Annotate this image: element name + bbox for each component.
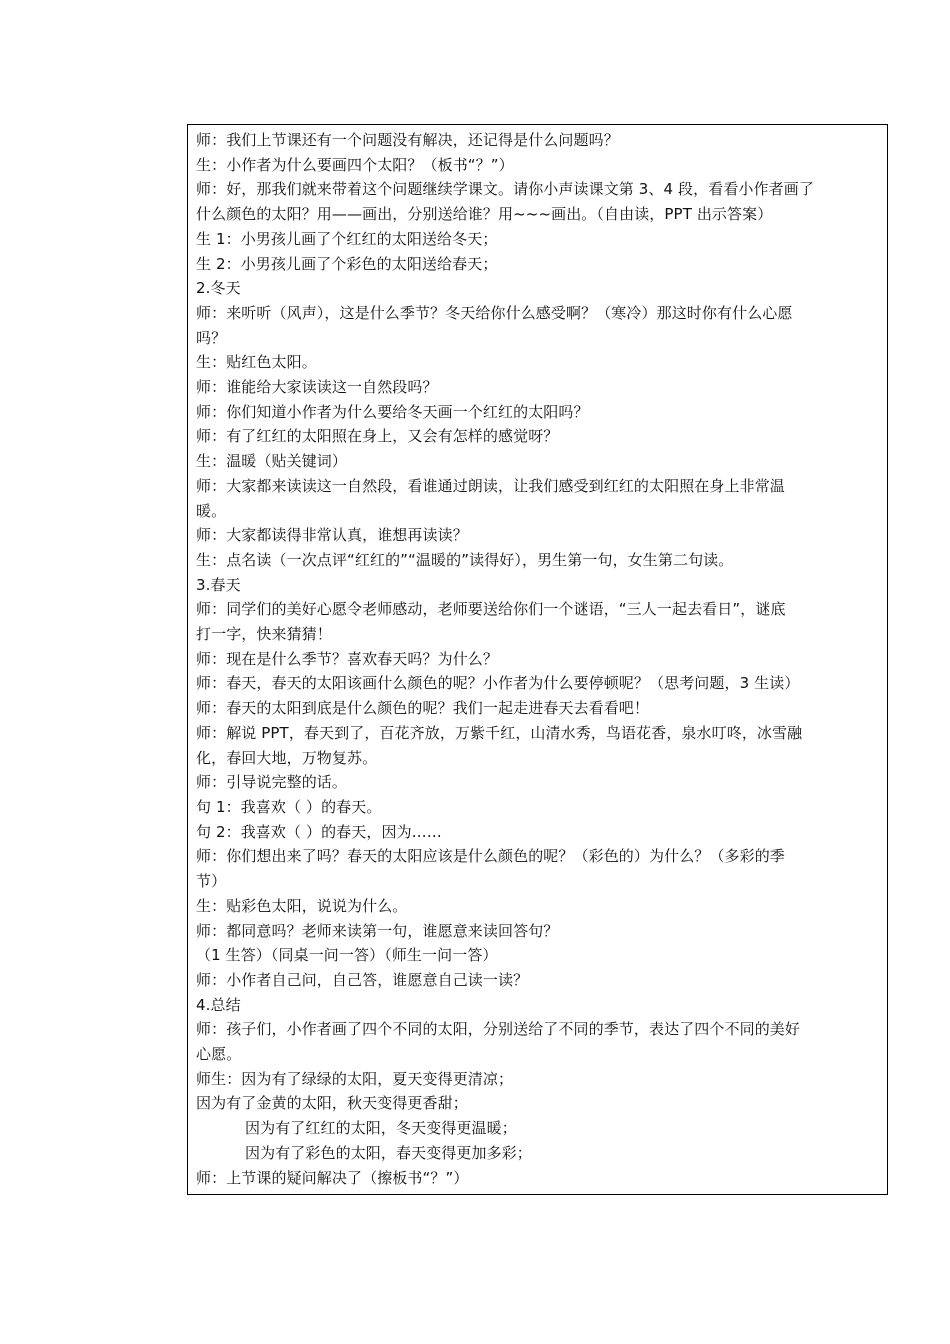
text-line: 因为有了金黄的太阳，秋天变得更香甜； <box>196 1094 468 1113</box>
text-line: 生：小作者为什么要画四个太阳？（板书“？”） <box>196 155 514 174</box>
text-line: 句 1：我喜欢（ ）的春天。 <box>196 797 382 816</box>
text-line-indented: 因为有了彩色的太阳，春天变得更加多彩； <box>245 1143 532 1162</box>
text-line: 师：大家都来读读这一自然段，看谁通过朗读，让我们感受到红红的太阳照在身上非常温 <box>196 476 785 495</box>
text-line: 师：有了红红的太阳照在身上，又会有怎样的感觉呀？ <box>196 427 559 446</box>
text-line: 生：贴彩色太阳，说说为什么。 <box>196 896 408 915</box>
section-heading-summary: 4.总结 <box>196 995 241 1014</box>
section-heading-winter: 2.冬天 <box>196 279 241 298</box>
text-line: 吗？ <box>196 328 227 347</box>
text-line: 生 1：小男孩儿画了个红红的太阳送给冬天； <box>196 229 498 248</box>
text-line: 师：现在是什么季节？喜欢春天吗？为什么？ <box>196 649 499 668</box>
text-line: 生：温暖（贴关键词） <box>196 452 348 471</box>
text-line: 师生：因为有了绿绿的太阳，夏天变得更清凉； <box>196 1069 514 1088</box>
text-line: 师：引导说完整的话。 <box>196 773 348 792</box>
text-line: 师：同学们的美好心愿令老师感动，老师要送给你们一个谜语，“三人一起去看日”，谜底 <box>196 600 786 619</box>
text-line: 师：来听听（风声），这是什么季节？冬天给你什么感受啊？（寒冷）那这时你有什么心愿 <box>196 303 793 322</box>
text-line: 生：贴红色太阳。 <box>196 353 317 372</box>
text-line: 师：我们上节课还有一个问题没有解决，还记得是什么问题吗？ <box>196 131 619 149</box>
text-line: 生：点名读（一次点评“红红的”“温暖的”读得好），男生第一句，女生第二句读。 <box>196 550 734 569</box>
text-line: 师：好，那我们就来带着这个问题继续学课文。请你小声读课文第 3、4 段，看看小作者画了 <box>196 180 814 199</box>
text-line: 师：孩子们，小作者画了四个不同的太阳，分别送给了不同的季节，表达了四个不同的美好 <box>196 1020 801 1039</box>
text-line: 化，春回大地，万物复苏。 <box>196 748 378 767</box>
lesson-plan-table-cell <box>187 124 888 1195</box>
text-line: 师：你们知道小作者为什么要给冬天画一个红红的太阳吗？ <box>196 402 589 421</box>
text-line: 师：春天，春天的太阳该画什么颜色的呢？小作者为什么要停顿呢？（思考问题，3 生读） <box>196 674 800 693</box>
text-line: 师：上节课的疑问解决了（擦板书“？”） <box>196 1168 469 1187</box>
text-line: 师：都同意吗？老师来读第一句，谁愿意来读回答句？ <box>196 921 559 940</box>
text-line: 师：解说 PPT，春天到了，百花齐放，万紫千红，山清水秀，鸟语花香，泉水叮咚，冰雪融 <box>196 723 803 742</box>
text-line: 师：春天的太阳到底是什么颜色的呢？我们一起走进春天去看看吧！ <box>196 699 650 718</box>
text-line: 师：小作者自己问，自己答，谁愿意自己读一读？ <box>196 970 529 989</box>
text-line: 暖。 <box>196 501 227 520</box>
text-line: 句 2：我喜欢（ ）的春天，因为…… <box>196 822 442 841</box>
text-line: 生 2：小男孩儿画了个彩色的太阳送给春天； <box>196 254 498 273</box>
text-line: 心愿。 <box>196 1045 242 1064</box>
section-heading-spring: 3.春天 <box>196 575 241 594</box>
text-line: 师：谁能给大家读读这一自然段吗？ <box>196 378 438 397</box>
text-line-indented: 因为有了红红的太阳，冬天变得更温暖； <box>245 1119 517 1138</box>
text-line: 师：大家都读得非常认真，谁想再读读？ <box>196 526 468 545</box>
text-line: 师：你们想出来了吗？春天的太阳应该是什么颜色的呢？（彩色的）为什么？（多彩的季 <box>196 847 785 866</box>
text-line: （1 生答）（同桌一问一答）（师生一问一答） <box>196 946 498 965</box>
text-line: 什么颜色的太阳？用——画出，分别送给谁？用~~~画出。（自由读，PPT 出示答案） <box>196 205 773 224</box>
text-line: 节） <box>196 872 227 891</box>
text-line: 打一字，快来猜猜！ <box>196 625 332 644</box>
